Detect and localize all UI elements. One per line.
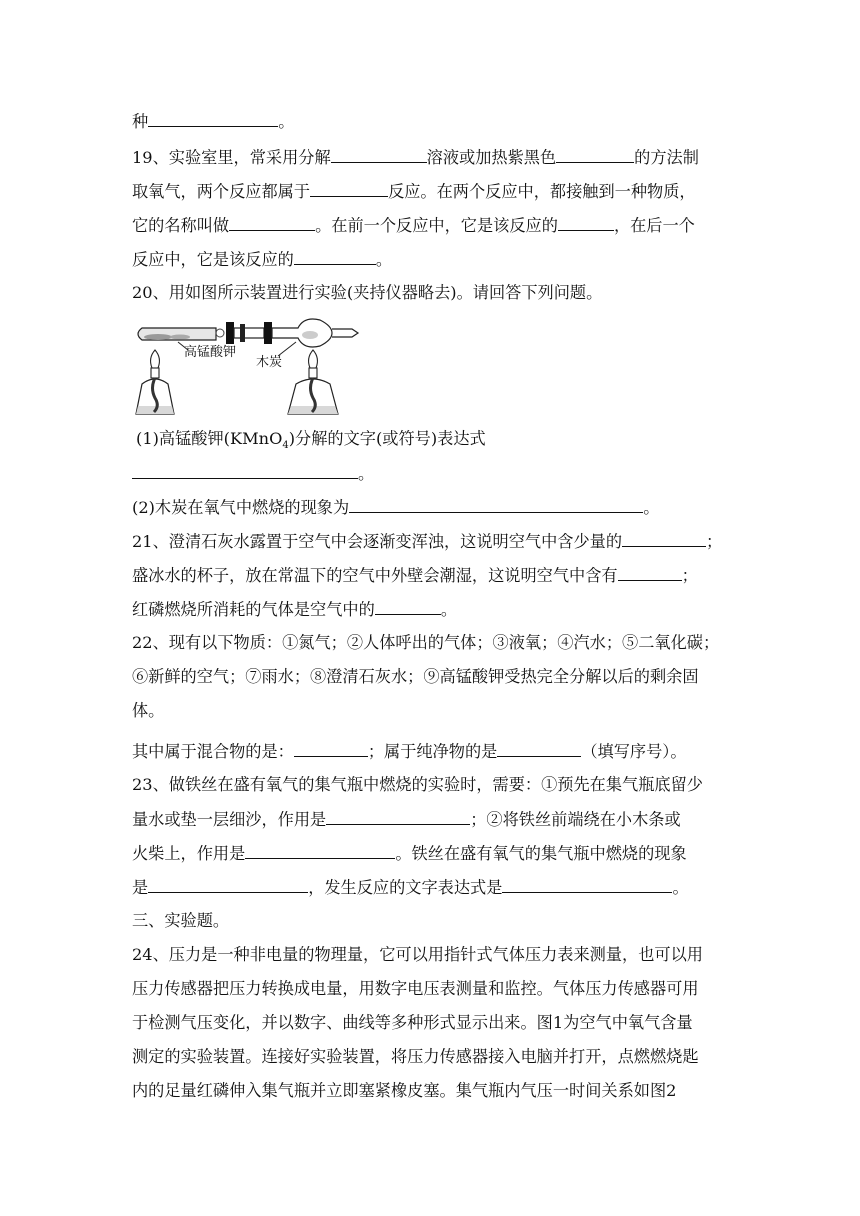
q20-stem: 20、用如图所示装置进行实验(夹持仪器略去)。请回答下列问题。: [132, 283, 603, 302]
q21-line-1: 21、澄清石灰水露置于空气中会逐渐变浑浊，这说明空气中含少量的 ；: [132, 532, 723, 551]
answer-blank[interactable]: [556, 146, 634, 163]
answer-blank[interactable]: [502, 876, 672, 893]
q23-line-1: 23、做铁丝在盛有氧气的集气瓶中燃烧的实验时，需要：①预先在集气瓶底留少: [132, 775, 703, 794]
alcohol-lamp-left: [136, 350, 174, 414]
q24-line-2: 压力传感器把压力转换成电量，用数字电压表测量和监控。气体压力传感器可用: [132, 979, 699, 998]
answer-blank[interactable]: [294, 740, 368, 757]
answer-blank[interactable]: [618, 564, 682, 581]
q23-line-4: 是 ，发生反应的文字表达式是 。: [132, 878, 689, 897]
q19-line-3: 它的名称叫做 。在前一个反应中，它是该反应的 ，在后一个: [132, 216, 695, 235]
q22-line-4: 其中属于混合物的是： ；属于纯净物的是 （填写序号）。: [132, 742, 687, 761]
q24-line-5: 内的足量红磷伸入集气瓶并立即塞紧橡皮塞。集气瓶内气压一时间关系如图2: [132, 1081, 677, 1100]
q22-line-3: 体。: [132, 701, 165, 720]
q22-line-1: 22、现有以下物质：①氮气；②人体呼出的气体；③液氧；④汽水；⑤二氧化碳；: [132, 633, 720, 652]
q19-line-4: 反应中，它是该反应的 。: [132, 250, 393, 269]
q21-line-2: 盛冰水的杯子，放在常温下的空气中外壁会潮湿，这说明空气中含有 ；: [132, 566, 698, 585]
q18-tail: 种 。: [132, 112, 295, 131]
q24-line-3: 于检测气压变化，并以数字、曲线等多种形式显示出来。图1为空气中氧气含量: [132, 1013, 693, 1032]
alcohol-lamp-right: [288, 350, 338, 414]
answer-blank[interactable]: [558, 214, 614, 231]
experiment-apparatus-figure: [128, 314, 368, 420]
answer-blank[interactable]: [497, 740, 581, 757]
answer-blank[interactable]: [310, 180, 388, 197]
q22-line-2: ⑥新鲜的空气；⑦雨水；⑧澄清石灰水；⑨高锰酸钾受热完全分解以后的剩余固: [132, 667, 699, 686]
answer-blank[interactable]: [349, 496, 643, 513]
answer-blank[interactable]: [132, 462, 358, 479]
q19-line-2: 取氧气，两个反应都属于 反应。在两个反应中，都接触到一种物质，: [132, 182, 696, 201]
q19-line-1: 19、实验室里，常采用分解 溶液或加热紫黑色 的方法制: [132, 148, 699, 167]
q20-sub1: (1)高锰酸钾(KMnO$_4$)分解的文字(或符号)表达式: [136, 429, 486, 452]
q21-line-3: 红磷燃烧所消耗的气体是空气中的 。: [132, 600, 457, 619]
q23-line-2: 量水或垫一层细沙，作用是 ；②将铁丝前端绕在小木条或: [132, 810, 681, 829]
answer-blank[interactable]: [622, 530, 706, 547]
q24-line-4: 测定的实验装置。连接好实验装置，将压力传感器接入电脑并打开，点燃燃烧匙: [132, 1047, 699, 1066]
answer-blank[interactable]: [375, 598, 441, 615]
q23-line-3: 火柴上，作用是 。铁丝在盛有氧气的集气瓶中燃烧的现象: [132, 844, 687, 863]
label-charcoal: 木炭: [256, 355, 283, 370]
answer-blank[interactable]: [326, 808, 470, 825]
answer-blank[interactable]: [245, 842, 395, 859]
answer-blank[interactable]: [148, 876, 308, 893]
label-kmno4: 高锰酸钾: [184, 345, 237, 360]
answer-blank[interactable]: [148, 110, 278, 127]
q20-sub1-answer: 。: [132, 462, 732, 485]
answer-blank[interactable]: [229, 214, 315, 231]
section-heading: 三、实验题。: [132, 911, 230, 930]
answer-blank[interactable]: [294, 248, 376, 265]
answer-blank[interactable]: [331, 146, 427, 163]
q24-line-1: 24、压力是一种非电量的物理量，它可以用指针式气体压力表来测量，也可以用: [132, 945, 703, 964]
q20-sub2: (2)木炭在氧气中燃烧的现象为 。: [132, 498, 660, 517]
